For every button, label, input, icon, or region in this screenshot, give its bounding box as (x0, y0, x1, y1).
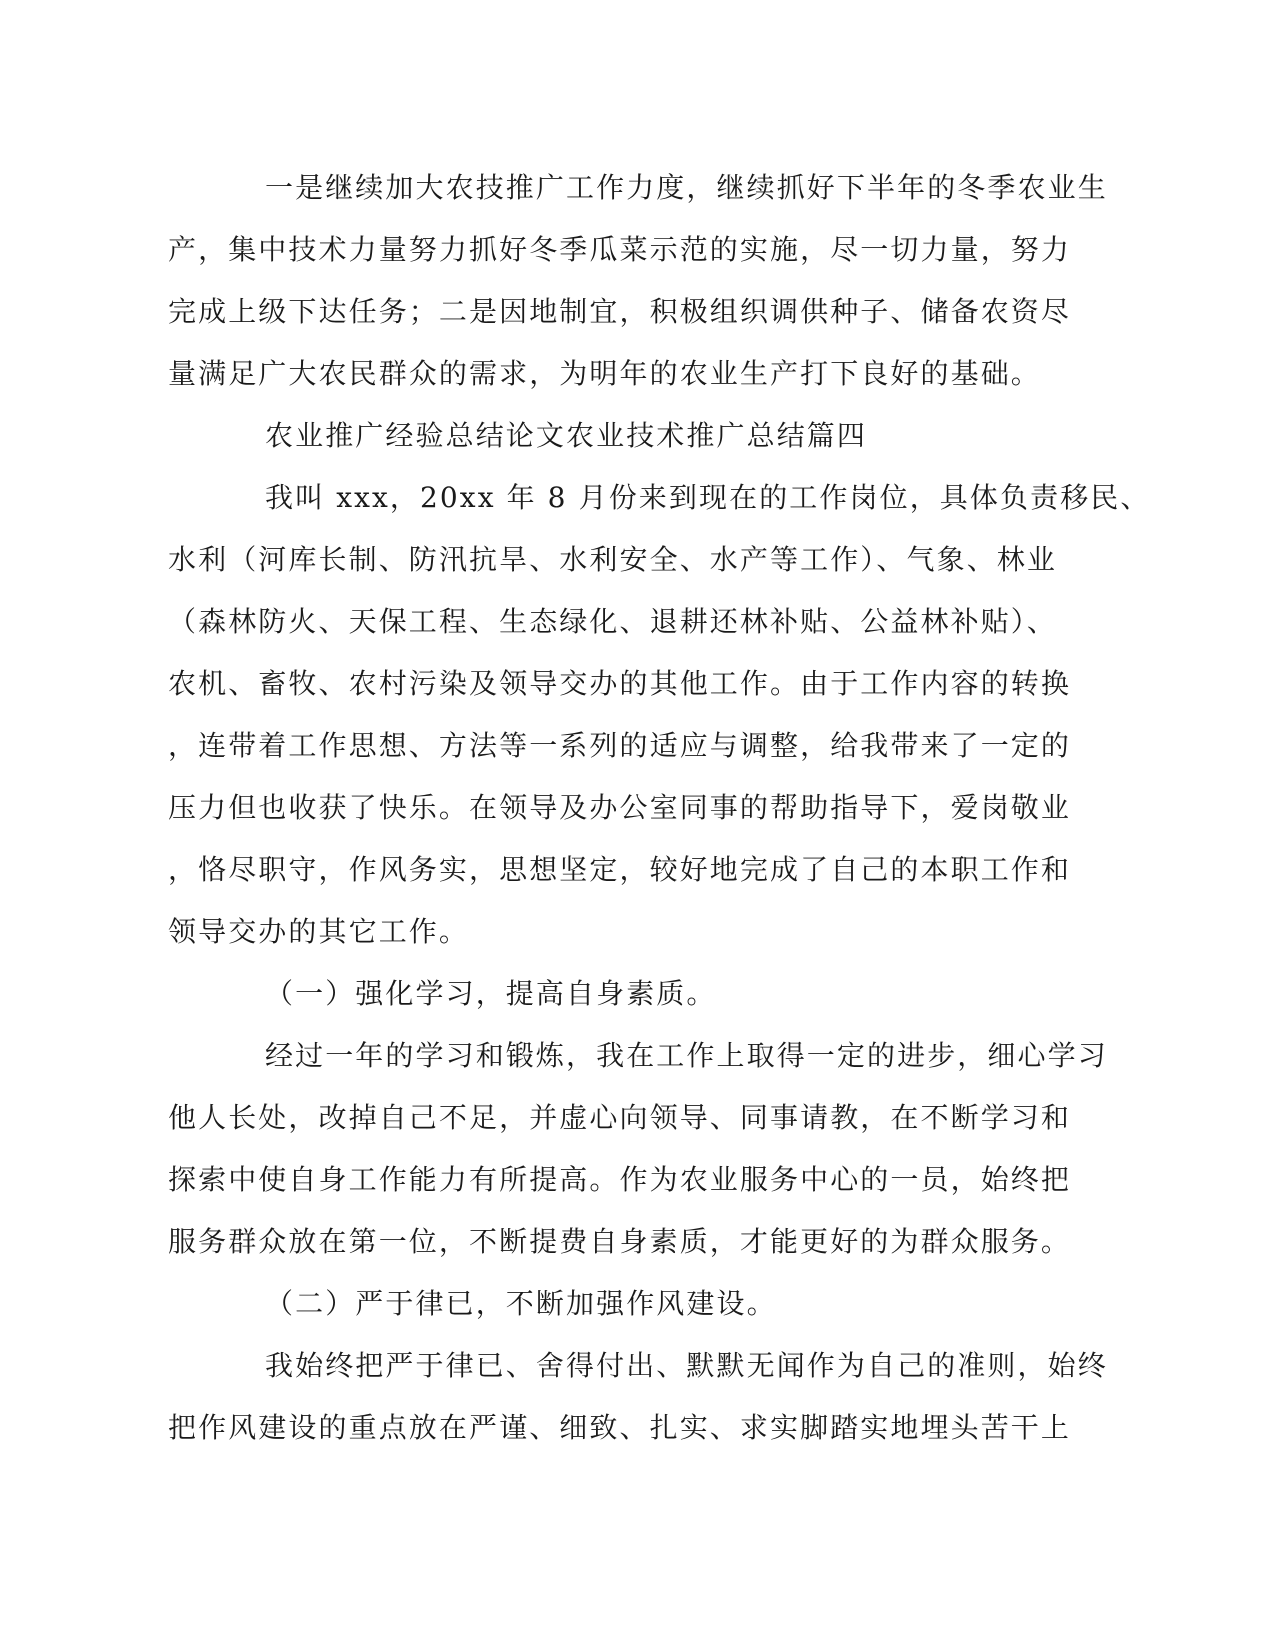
text-line: ，恪尽职守，作风务实，思想坚定，较好地完成了自己的本职工作和 (168, 853, 1072, 886)
subsection-heading-line: （一）强化学习，提高自身素质。 (265, 977, 717, 1010)
text-column (168, 157, 1151, 1459)
text-line: 压力但也收获了快乐。在领导及办公室同事的帮助指导下，爱岗敬业 (168, 791, 1072, 824)
text-line: 水利（河库长制、防汛抗旱、水利安全、水产等工作）、气象、林业 (168, 543, 1058, 576)
text-line: 量满足广大农民群众的需求，为明年的农业生产打下良好的基础。 (168, 357, 1041, 390)
text-line: 一是继续加大农技推广工作力度，继续抓好下半年的冬季农业生 (265, 171, 1108, 204)
text-line: 我叫 xxx，20xx 年 8 月份来到现在的工作岗位，具体负责移民、 (265, 481, 1151, 514)
text-line: 完成上级下达任务；二是因地制宜，积极组织调供种子、储备农资尽 (168, 295, 1072, 328)
text-line: 服务群众放在第一位，不断提费自身素质，才能更好的为群众服务。 (168, 1225, 1072, 1258)
text-line: （森林防火、天保工程、生态绿化、退耕还林补贴、公益林补贴）、 (168, 605, 1058, 638)
text-line: ，连带着工作思想、方法等一系列的适应与调整，给我带来了一定的 (168, 729, 1072, 762)
text-line: 把作风建设的重点放在严谨、细致、扎实、求实脚踏实地埋头苦干上 (168, 1411, 1072, 1444)
text-line: 我始终把严于律已、舍得付出、默默无闻作为自己的准则，始终 (265, 1349, 1108, 1382)
text-line: 经过一年的学习和锻炼，我在工作上取得一定的进步，细心学习 (265, 1039, 1108, 1072)
text-line: 农机、畜牧、农村污染及领导交办的其他工作。由于工作内容的转换 (168, 667, 1072, 700)
section-heading-line: 农业推广经验总结论文农业技术推广总结篇四 (265, 419, 868, 452)
text-line: 产，集中技术力量努力抓好冬季瓜菜示范的实施，尽一切力量，努力 (168, 233, 1072, 266)
text-line: 领导交办的其它工作。 (168, 915, 470, 948)
text-line: 他人长处，改掉自己不足，并虚心向领导、同事请教，在不断学习和 (168, 1101, 1072, 1134)
text-line: 探索中使自身工作能力有所提高。作为农业服务中心的一员，始终把 (168, 1163, 1072, 1196)
subsection-heading-line: （二）严于律已，不断加强作风建设。 (265, 1287, 777, 1320)
